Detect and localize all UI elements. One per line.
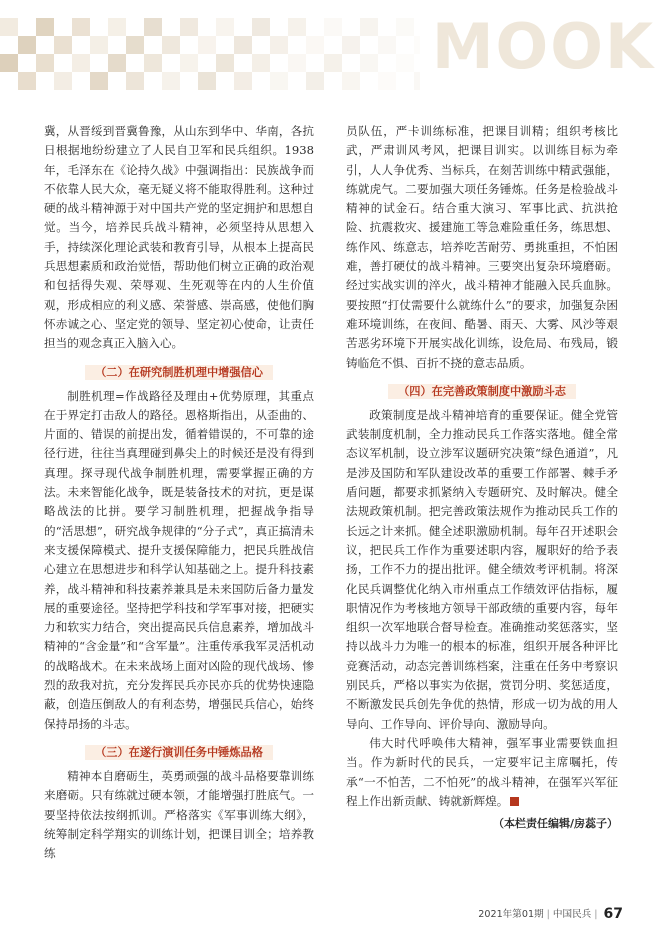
checker-square: [108, 54, 126, 72]
right-column: [346, 122, 618, 833]
checker-square: [0, 18, 18, 36]
checker-square: [342, 72, 360, 90]
checker-square: [36, 54, 54, 72]
checker-square: [378, 72, 396, 90]
checker-square: [342, 36, 360, 54]
checker-square: [216, 54, 234, 72]
magazine-name: 中国民兵: [552, 909, 592, 920]
checker-square: [162, 72, 180, 90]
checker-square: [90, 72, 108, 90]
checker-square: [126, 72, 144, 90]
checker-square: [180, 18, 198, 36]
checker-square: [288, 18, 306, 36]
checker-square: [360, 18, 378, 36]
checker-square: [90, 36, 108, 54]
checker-square: [18, 36, 36, 54]
page-footer: [478, 906, 623, 922]
checker-square: [378, 36, 396, 54]
section-heading-text: （四）在完善政策制度中激励斗志: [388, 384, 576, 399]
checker-square: [306, 36, 324, 54]
checker-square: [54, 72, 72, 90]
section-heading-text: （三）在遂行演训任务中锤炼品格: [85, 745, 273, 760]
editor-credit: （本栏责任编辑/房蕊子）: [492, 817, 618, 831]
checker-square: [198, 72, 216, 90]
checker-square: [360, 54, 378, 72]
footer-divider: |: [546, 909, 550, 920]
mook-logo: MOOK: [431, 10, 655, 83]
closing-text: 伟大时代呼唤伟大精神，强军事业需要铁血担当。作为新时代的民兵，一定要牢记主席嘱托，传承“一不怕苦，二不怕死”的战斗精神，在强军兴军征程上作出新贡献、铸就新辉煌。: [346, 735, 618, 808]
checker-square: [234, 36, 252, 54]
checker-square: [36, 18, 54, 36]
paragraph: 政策制度是战斗精神培育的重要保证。健全党管武装制度机制，全力推动民兵工作落实落地。健全常态议军机制，设立涉军议题研究决策“绿色通道”，凡是涉及国防和军队建设改革的重要工作部署、棘手矛盾问题，都要求抓紧纳入专题研究、及时解决。健全法规政策机制。把完善政策法规作为推动民兵工作的长远之计来抓。健全述职激励机制。每年召开述职会议，把民兵工作作为重要述职内容，履职好的给予表扬，工作不力的提出批评。健全绩效考评机制。将深化民兵调整优化纳入市州重点工作绩效评估指标，履职情况作为考核地方领导干部政绩的重要内容，每年组织一次军地联合督导检查。准确推动奖惩落实，坚持以战斗力为唯一的根本的标准，组织开展各种评比竞赛活动，动态完善训练档案，注重在任务中考察识别民兵，严格以事实为依据，赏罚分明、奖惩适度，不断激发民兵创先争优的热情，形成一切为战的用人导向、工作导向、评价导向、激励导向。: [346, 407, 618, 731]
checker-square: [306, 72, 324, 90]
checker-square: [414, 72, 420, 90]
checker-square: [216, 18, 234, 36]
checker-square: [252, 54, 270, 72]
issue-label: 2021年第01期: [478, 909, 544, 920]
section-heading-4: [346, 382, 618, 401]
checker-square: [288, 54, 306, 72]
paragraph: 制胜机理=作战路径及理由+优势原理，其重点在于界定打击敌人的路径。恩格斯指出，从歪曲的、片面的、错误的前提出发，循着错误的，不可靠的途径行进，往往当真理碰到鼻尖上的时候还是没有得到真理。探寻现代战争制胜机理，需要掌握正确的方法。未来智能化战争，既是装备技术的对抗，更是谋略战法的比拼。要学习制胜机理，把握战争指导的“活思想”，研究战争规律的“分子式”，真正搞清未来支援保障模式、提升支援保障能力，把民兵胜战信心建立在思想进步和科学认知基础之上。提升科技素养，战斗精神和科技素养兼具是未来国防后备力量发展的重要途径。坚持把学科技和学军事对接，把硬实力和软实力结合，突出提高民兵信息素养，增加战斗精神的“含金量”和“含军量”。注重传承我军灵活机动的战略战术。在未来战场上面对凶险的现代战场、惨烈的敌我对抗，充分发挥民兵亦民亦兵的优势快速隐蔽，创造压倒敌人的有利态势，增强民兵信心，始终保持昂扬的斗志。: [44, 388, 314, 731]
end-mark-icon: [510, 797, 519, 806]
checker-square: [324, 18, 342, 36]
checker-square: [270, 36, 288, 54]
checker-square: [144, 18, 162, 36]
checker-square: [72, 18, 90, 36]
checker-square: [252, 18, 270, 36]
checker-square: [180, 54, 198, 72]
checker-square: [144, 54, 162, 72]
checker-square: [234, 72, 252, 90]
section-heading-3: [44, 743, 314, 762]
checker-square: [54, 36, 72, 54]
checker-square: [72, 54, 90, 72]
paragraph: 员队伍，严卡训练标准，把课目训精；组织考核比武，严肃训风考风，把课目训实。以训练目标为牵引，人人争优秀、当标兵，在刻苦训练中精武强能，练就虎气。二要加强大项任务锤炼。任务是检验战斗精神的试金石。结合重大演习、军事比武、抗洪抢险、抗震救灾、援建施工等急难险重任务，练思想、练作风、练意志，培养吃苦耐劳、勇挑重担，不怕困难，善打硬仗的战斗精神。三要突出复杂环境磨砺。经过实战实训的淬火，战斗精神才能融入民兵血脉。要按照“打仗需要什么就练什么”的要求，加强复杂困难环境训练，在夜间、酷暑、雨天、大雾、风沙等艰苦恶劣环境下开展实战化训练，设危局、布残局，锻铸临危不惧、百折不挠的意志品质。: [346, 124, 618, 370]
footer-divider: |: [594, 909, 598, 920]
page-number: 67: [603, 906, 623, 922]
section-heading-text: （二）在研究制胜机理中增强信心: [85, 365, 273, 380]
closing-paragraph: [346, 734, 618, 811]
checker-square: [324, 54, 342, 72]
checker-square: [0, 54, 18, 72]
checker-square: [198, 36, 216, 54]
header-band: [0, 0, 661, 100]
checker-square: [108, 18, 126, 36]
section-heading-2: [44, 363, 314, 382]
checker-square: [414, 36, 420, 54]
paragraph: 冀，从晋绥到晋冀鲁豫，从山东到华中、华南，各抗日根据地纷纷建立了人民自卫军和民兵组织。1938年，毛泽东在《论持久战》中强调指出：民族战争而不依靠人民大众，毫无疑义将不能取得胜利。这种过硬的战斗精神源于对中国共产党的坚定拥护和思想自觉。当今，培养民兵战斗精神，必须坚持从思想入手，持续深化理论武装和教育引导，从根本上提高民兵思想素质和政治觉悟，帮助他们树立正确的政治观和包括得失观、荣辱观、生死观等在内的人生价值观，形成相应的利义感、荣誉感、崇高感，使他们胸怀赤诚之心、坚定党的领导、坚定初心使命，让责任担当的观念真正入脑入心。: [44, 124, 314, 351]
checker-square: [396, 54, 414, 72]
checker-square: [18, 72, 36, 90]
checker-pattern: [0, 18, 420, 90]
paragraph: 精神本自磨砺生，英勇顽强的战斗品格要靠训练来磨砺。只有练就过硬本领，才能增强打胜底气。一要坚持依法按纲抓训。严格落实《军事训练大纲》，统筹制定科学翔实的训练计划，把课目训全；培养教练: [44, 768, 314, 861]
checker-square: [270, 72, 288, 90]
checker-square: [126, 36, 144, 54]
left-column: [44, 122, 314, 863]
checker-square: [396, 18, 414, 36]
checker-square: [162, 36, 180, 54]
